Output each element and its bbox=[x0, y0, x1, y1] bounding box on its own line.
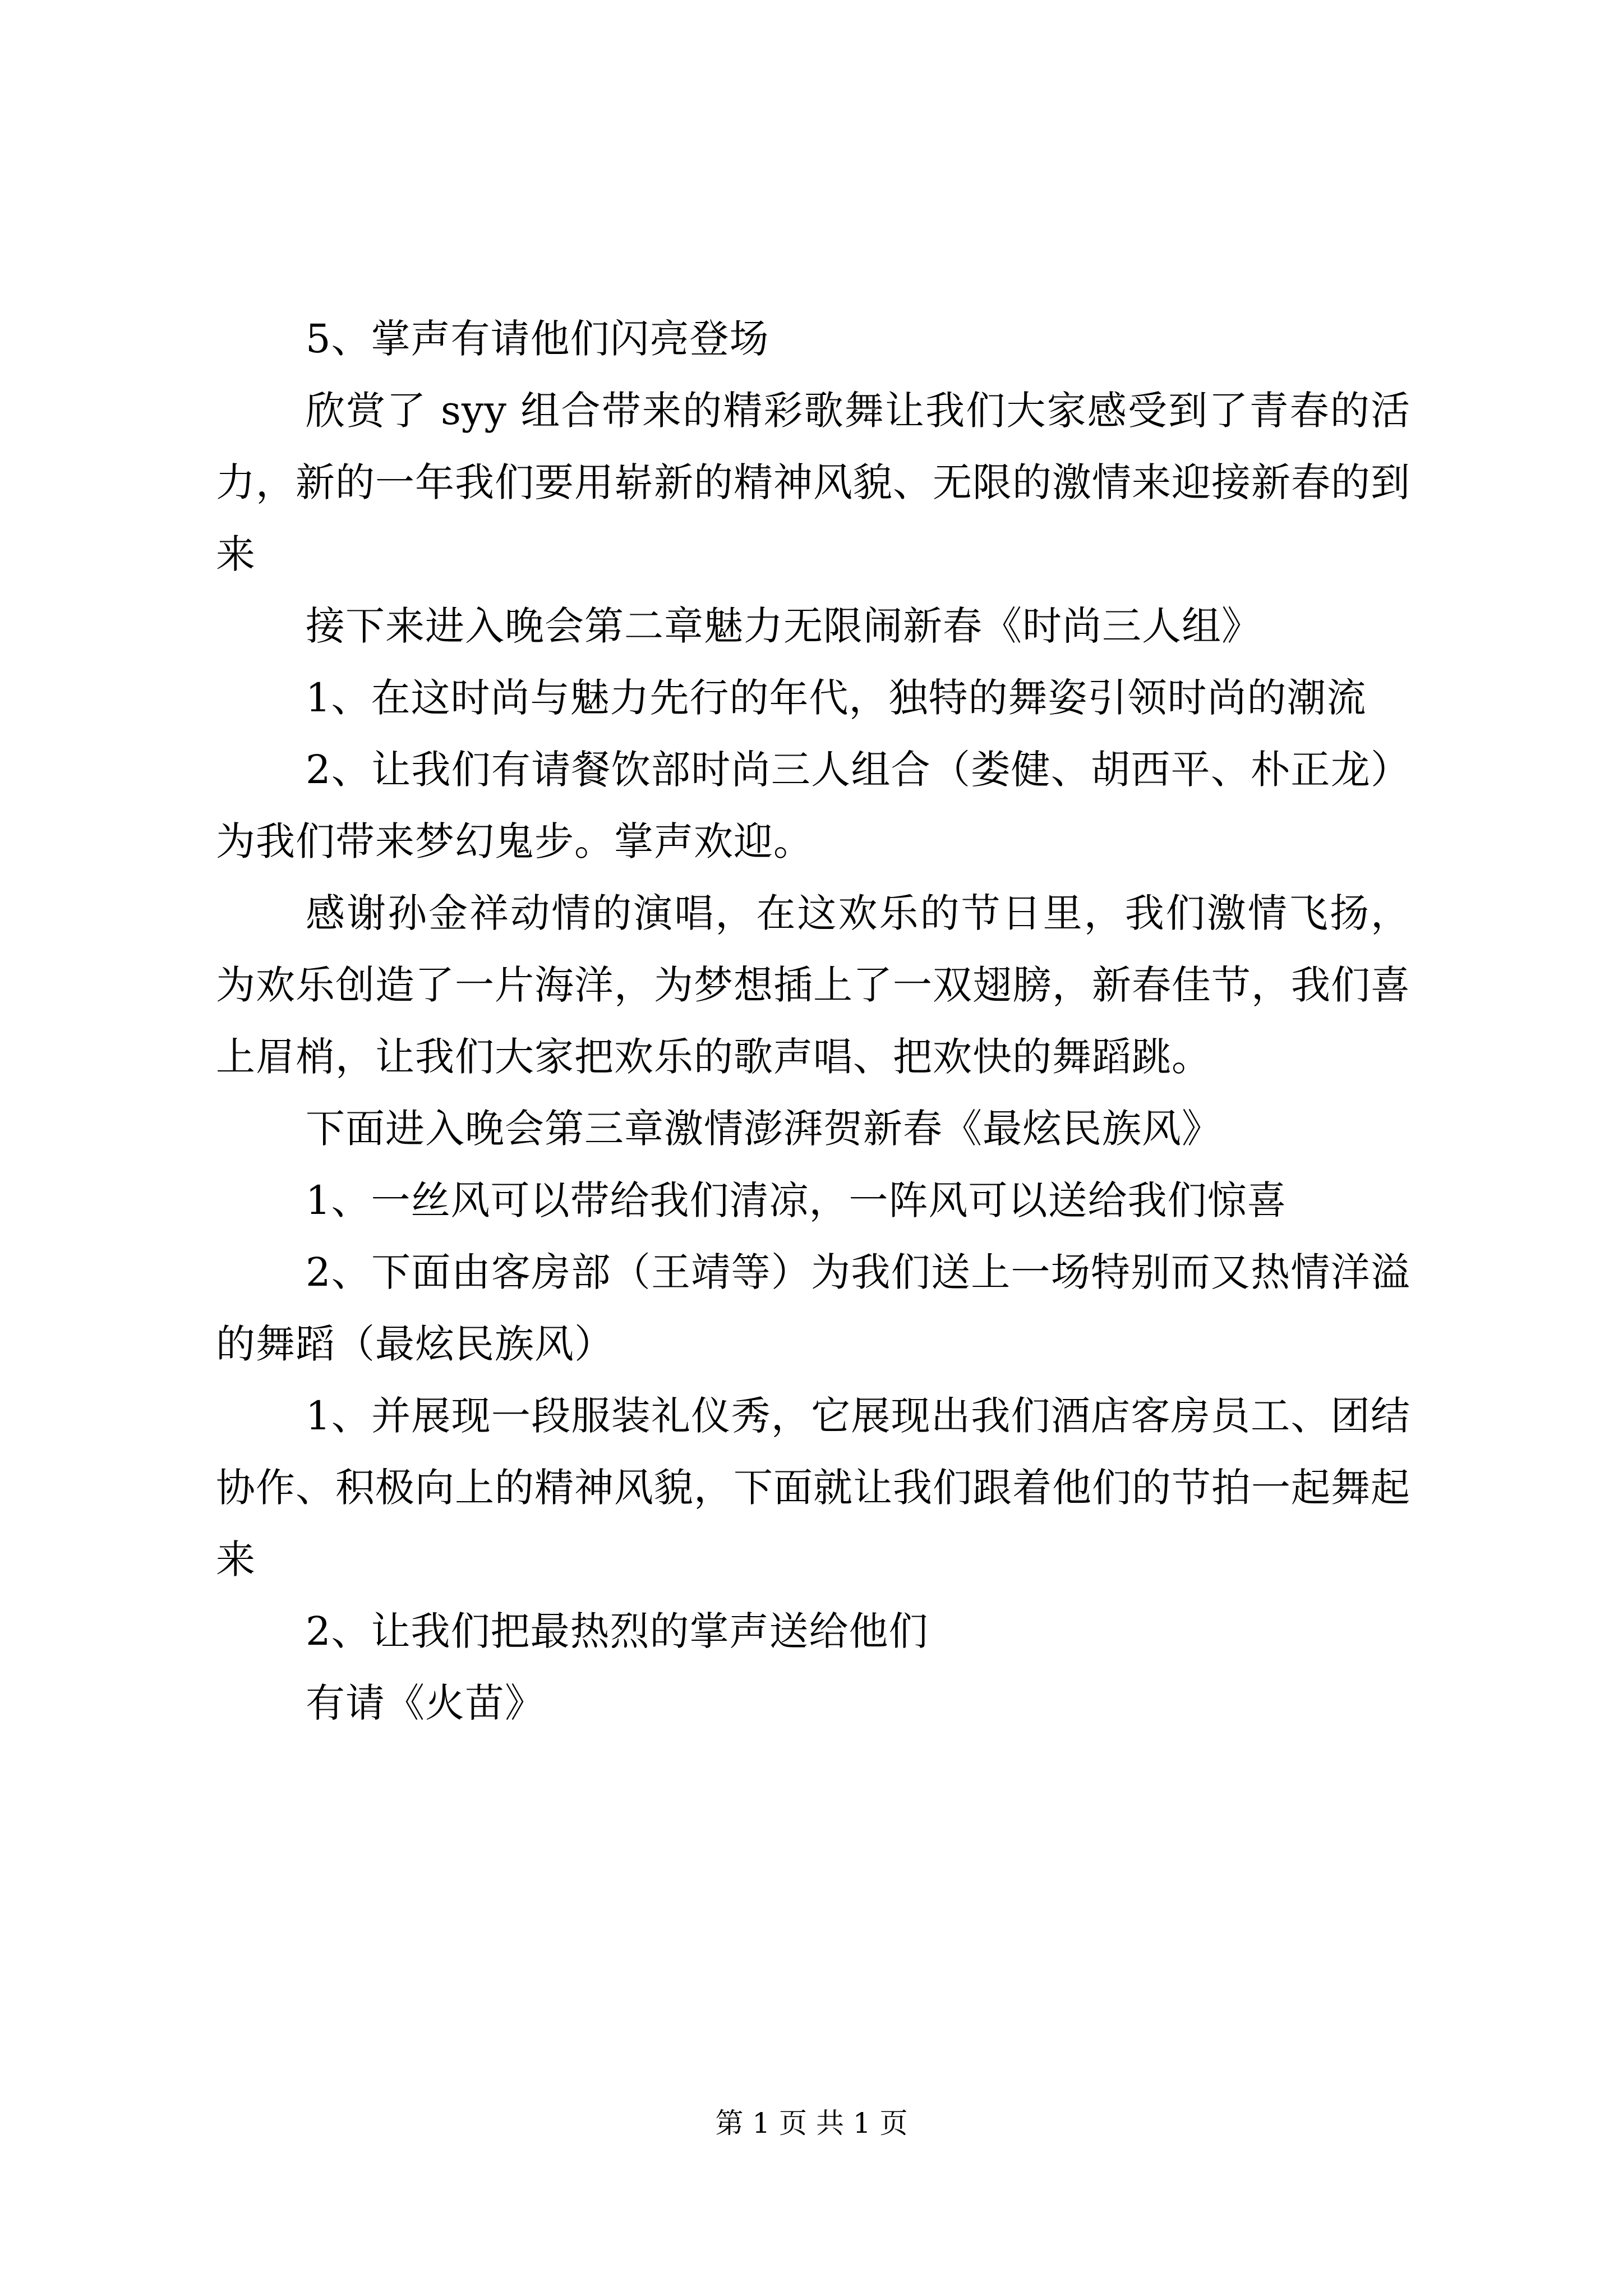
document-body bbox=[216, 303, 1410, 1739]
paragraph-3: 接下来进入晚会第二章魅力无限闹新春《时尚三人组》 bbox=[306, 603, 1261, 649]
paragraph-2: 欣赏了 syy 组合带来的精彩歌舞让我们大家感受到了青春的活力，新的一年我们要用崭新的精神风貌、无限的激情来迎接新春的到来 bbox=[216, 388, 1410, 577]
page-footer: 第 1 页 共 1 页 bbox=[715, 2107, 908, 2139]
paragraph-7: 下面进入晚会第三章激情澎湃贺新春《最炫民族风》 bbox=[306, 1106, 1221, 1152]
paragraph-10: 1、并展现一段服装礼仪秀，它展现出我们酒店客房员工、团结协作、积极向上的精神风貌，下面就让我们跟着他们的节拍一起舞起来 bbox=[216, 1393, 1410, 1582]
paragraph-6: 感谢孙金祥动情的演唱，在这欢乐的节日里，我们激情飞扬，为欢乐创造了一片海洋，为梦想插上了一双翅膀，新春佳节，我们喜上眉梢，让我们大家把欢乐的歌声唱、把欢快的舞蹈跳。 bbox=[216, 890, 1410, 1080]
paragraph-8: 1、一丝风可以带给我们清凉，一阵风可以送给我们惊喜 bbox=[306, 1177, 1287, 1223]
paragraph-9: 2、下面由客房部（王靖等）为我们送上一场特别而又热情洋溢的舞蹈（最炫民族风） bbox=[216, 1249, 1410, 1367]
paragraph-1: 5、掌声有请他们闪亮登场 bbox=[306, 316, 769, 362]
paragraph-12: 有请《火苗》 bbox=[306, 1680, 545, 1726]
paragraph-11: 2、让我们把最热烈的掌声送给他们 bbox=[306, 1608, 929, 1654]
paragraph-4: 1、在这时尚与魅力先行的年代，独特的舞姿引领时尚的潮流 bbox=[306, 675, 1367, 721]
paragraph-5: 2、让我们有请餐饮部时尚三人组合（娄健、胡西平、朴正龙）为我们带来梦幻鬼步。掌声欢迎。 bbox=[216, 747, 1410, 864]
